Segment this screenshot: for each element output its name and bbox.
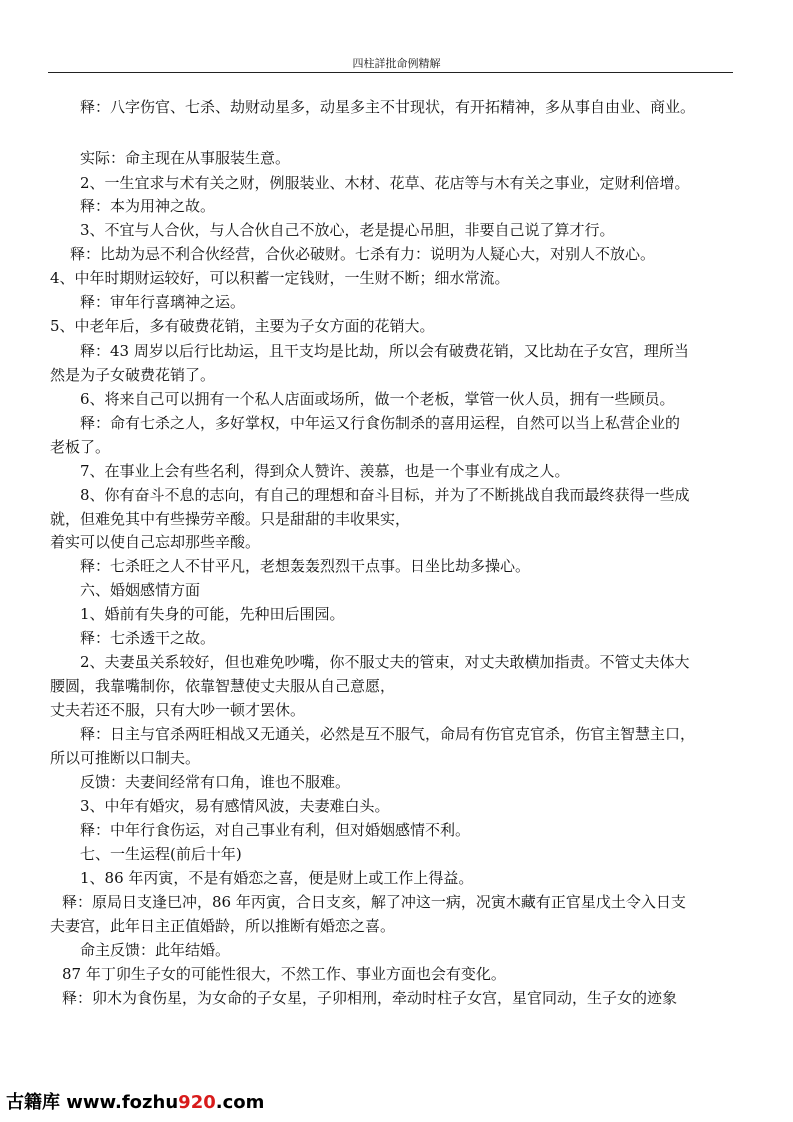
watermark-site-name: 古籍库	[6, 1092, 67, 1113]
text-line: 命主反馈：此年结婚。	[80, 941, 231, 959]
text-line: 释：比劫为忌不利合伙经营，合伙必破财。七杀有力：说明为人疑心大，对别人不放心。	[70, 245, 656, 263]
text-line: 释：本为用神之故。	[80, 197, 216, 215]
text-line: 6、将来自己可以拥有一个私人店面或场所，做一个老板，掌管一伙人员，拥有一些顾员。	[80, 390, 675, 408]
text-line: 释：43 周岁以后行比劫运，且干支均是比劫，所以会有破费花销，又比劫在子女宫，理所当	[80, 342, 689, 360]
text-line: 着实可以使自己忘却那些辛酸。	[50, 533, 261, 551]
text-line: 3、不宜与人合伙，与人合伙自己不放心，老是提心吊胆，非要自己说了算才行。	[80, 221, 615, 239]
text-line: 释：命有七杀之人，多好掌权，中年运又行食伤制杀的喜用运程，自然可以当上私营企业的	[80, 414, 681, 432]
text-line: 释：八字伤官、七杀、劫财动星多，动星多主不甘现状，有开拓精神，多从事自由业、商业。	[80, 98, 696, 116]
text-line: 丈夫若还不服，只有大吵一顿才罢休。	[50, 701, 306, 719]
text-line: 2、夫妻虽关系较好，但也难免吵嘴，你不服丈夫的管束，对丈夫敢横加指责。不管丈夫体大	[80, 653, 690, 671]
text-line: 释：卯木为食伤星，为女命的子女星，子卯相刑，牵动时柱子女宫，星官同动，生子女的迹象	[62, 989, 678, 1007]
text-line: 7、在事业上会有些名利，得到众人赞许、羡慕，也是一个事业有成之人。	[80, 462, 570, 480]
watermark-url-number: 920	[178, 1092, 216, 1113]
page-header-title: 四柱詳批命例精解	[352, 57, 441, 70]
text-line: 1、婚前有失身的可能，先种田后围园。	[80, 605, 345, 623]
text-line: 4、中年时期财运较好，可以积蓄一定钱财，一生财不断；细水常流。	[50, 269, 510, 287]
text-line: 释：日主与官杀两旺相战又无通关，必然是互不服气，命局有伤官克官杀，伤官主智慧主口，	[80, 725, 696, 743]
text-line: 8、你有奋斗不息的志向，有自己的理想和奋斗目标，并为了不断挑战自我而最终获得一些成	[80, 486, 690, 504]
text-line: 就，但难免其中有些操劳辛酸。只是甜甜的丰收果实，	[50, 510, 411, 528]
text-line: 夫妻宫，此年日主正值婚龄，所以推断有婚恋之喜。	[50, 917, 396, 935]
text-line: 1、86 年丙寅，不是有婚恋之喜，便是财上或工作上得益。	[80, 869, 474, 887]
text-line: 87 年丁卯生子女的可能性很大，不然工作、事业方面也会有变化。	[62, 965, 506, 983]
watermark-url-suffix: .com	[215, 1092, 265, 1113]
text-line: 释：七杀透干之故。	[80, 629, 216, 647]
text-line: 释：原局日支逢巳冲，86 年丙寅，合日支亥，解了冲这一病，况寅木藏有正官星戊土令入日支	[62, 893, 686, 911]
text-line: 实际：命主现在从事服装生意。	[80, 149, 291, 167]
text-line: 释：中年行食伤运，对自己事业有利，但对婚姻感情不利。	[80, 821, 471, 839]
text-line: 3、中年有婚灾，易有感情风波，夫妻难白头。	[80, 797, 390, 815]
text-line: 老板了。	[50, 438, 111, 456]
text-line: 释：审年行喜璃神之运。	[80, 293, 246, 311]
text-line: 5、中老年后，多有破费花销，主要为子女方面的花销大。	[50, 317, 435, 335]
site-watermark	[6, 1088, 264, 1114]
text-line: 反馈：夫妻间经常有口角，谁也不服难。	[80, 773, 351, 791]
watermark-url-prefix: www.fozhu	[66, 1092, 179, 1113]
text-line: 所以可推断以口制夫。	[50, 749, 201, 767]
section-heading: 六、婚姻感情方面	[80, 581, 201, 599]
section-heading: 七、一生运程(前后十年)	[80, 845, 242, 863]
text-line: 然是为子女破费花销了。	[50, 366, 216, 384]
text-line: 释：七杀旺之人不甘平凡，老想轰轰烈烈干点事。日坐比劫多操心。	[80, 557, 531, 575]
text-line: 腰圆，我靠嘴制你，依靠智慧使丈夫服从自己意愿，	[50, 677, 396, 695]
text-line: 2、一生宜求与术有关之财，例服装业、木材、花草、花店等与木有关之事业，定财利倍增。	[80, 174, 690, 192]
header-divider	[48, 72, 733, 73]
